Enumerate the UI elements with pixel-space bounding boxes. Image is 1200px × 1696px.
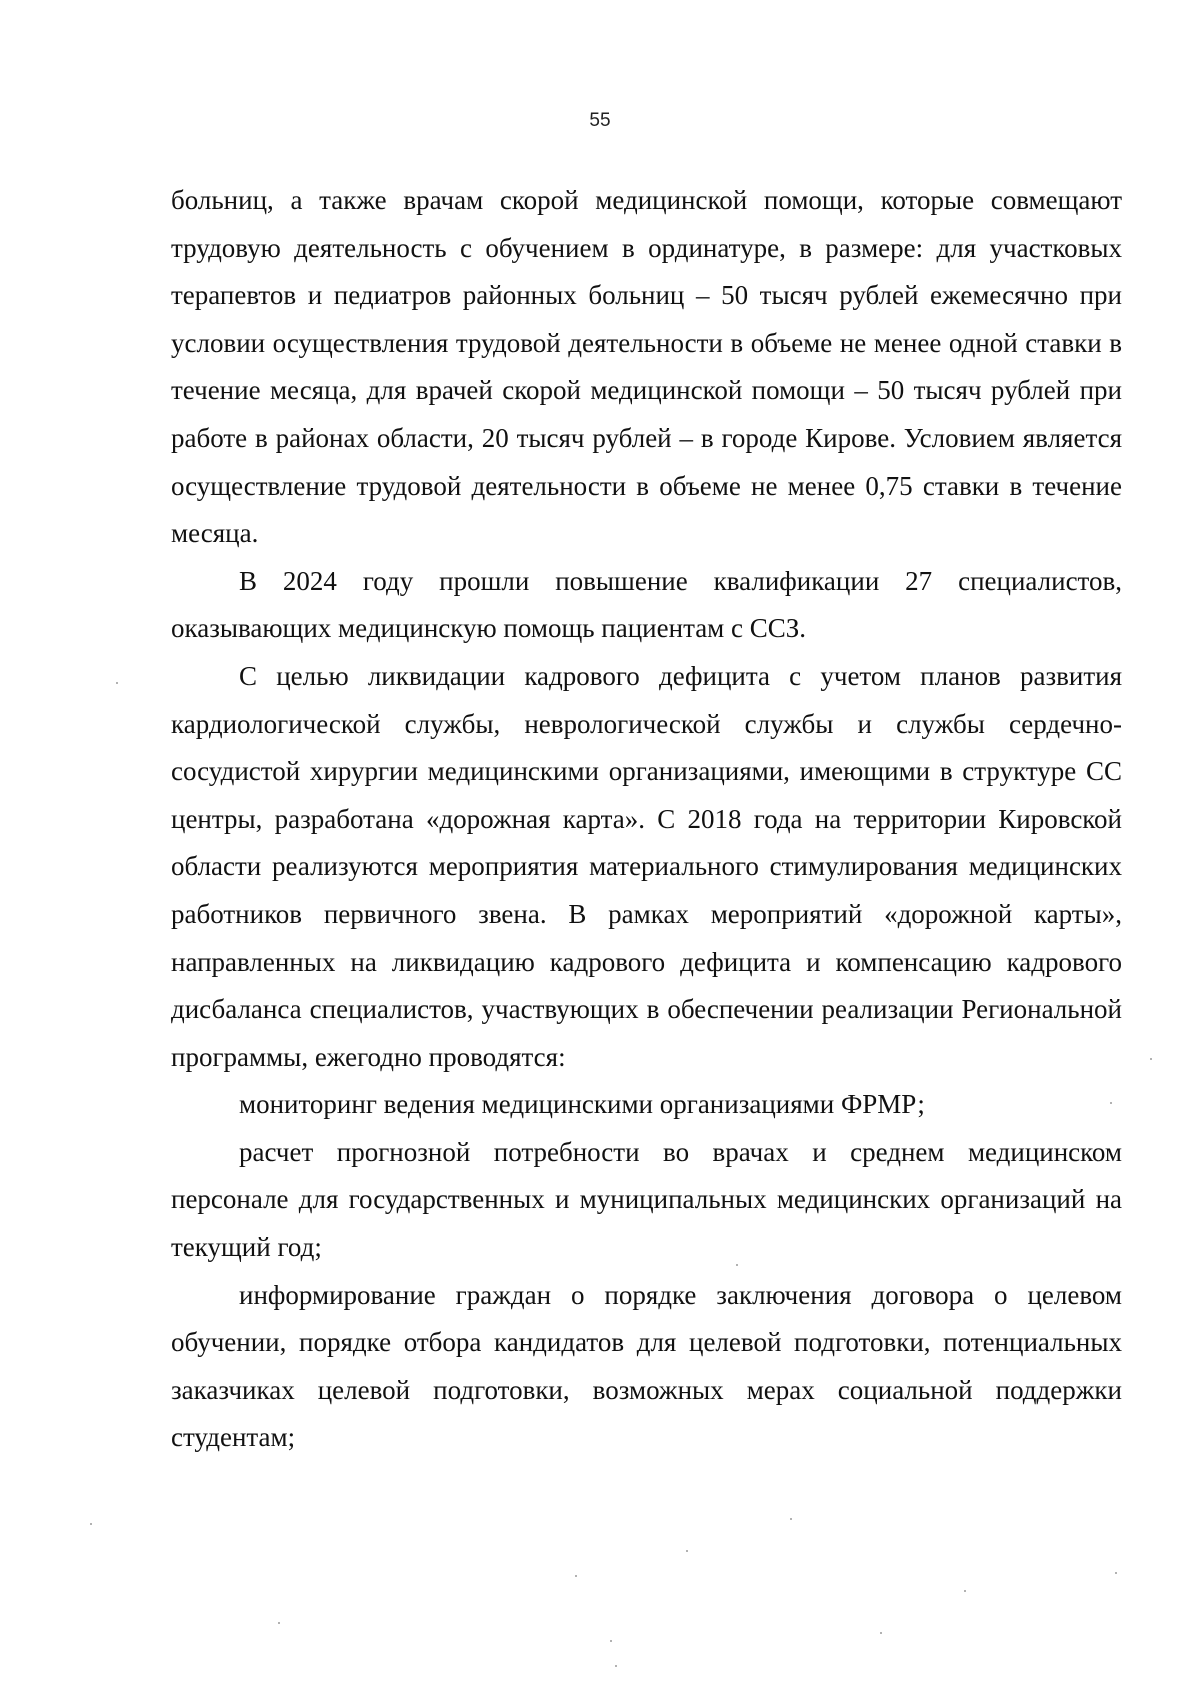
page-number: 55 (589, 110, 611, 131)
scan-speck (880, 1632, 882, 1634)
scan-speck (575, 1575, 577, 1577)
scan-speck (116, 682, 118, 684)
document-body (171, 177, 1122, 1462)
scan-speck (1150, 1058, 1152, 1060)
scan-speck (610, 1640, 612, 1642)
scan-speck (278, 1622, 280, 1624)
scan-speck (686, 1550, 688, 1552)
scan-speck (615, 1665, 617, 1667)
list-item-informing: информирование граждан о порядке заключения договора о целевом обучении, порядке отбора кандидатов для целевой подготовки, потенциальных заказчиках целевой подготовки, возможных мерах социальной поддержки студентам; (171, 1279, 1122, 1453)
paragraph-training-2024: В 2024 году прошли повышение квалификации 27 специалистов, оказывающих медицинскую помощь пациентам с ССЗ. (171, 565, 1122, 644)
scan-speck (1110, 1102, 1112, 1104)
paragraph-continuation: больниц, а также врачам скорой медицинской помощи, которые совмещают трудовую деятельность с обучением в ординатуре, в размере: для участковых терапевтов и педиатров районных больниц – 50 тысяч рублей ежемесячно при условии осуществления трудовой деятельности в объеме не менее одной ставки в течение месяца, для врачей скорой медицинской помощи – 50 тысяч рублей при работе в районах области, 20 тысяч рублей – в городе Кирове. Условием является осуществление трудовой деятельности в объеме не менее 0,75 ставки в течение месяца. (171, 185, 1122, 549)
scan-speck (1115, 1572, 1117, 1574)
paragraph-roadmap: С целью ликвидации кадрового дефицита с учетом планов развития кардиологической службы, неврологической службы и службы сердечно-сосудистой хирургии медицинскими организациями, имеющими в структуре СС центры, разработана «дорожная карта». С 2018 года на территории Кировской области реализуются мероприятия материального стимулирования медицинских работников первичного звена. В рамках мероприятий «дорожной карты», направленных на ликвидацию кадрового дефицита и компенсацию кадрового дисбаланса специалистов, участвующих в обеспечении реализации Региональной программы, ежегодно проводятся: (171, 660, 1122, 1072)
scan-speck (790, 1518, 792, 1520)
scan-speck (964, 1590, 966, 1592)
scan-speck (736, 1264, 738, 1266)
list-item-forecast: расчет прогнозной потребности во врачах и среднем медицинском персонале для государственных и муниципальных медицинских организаций на текущий год; (171, 1136, 1122, 1263)
scan-speck (90, 1523, 92, 1525)
list-item-monitoring: мониторинг ведения медицинскими организациями ФРМР; (239, 1089, 925, 1120)
